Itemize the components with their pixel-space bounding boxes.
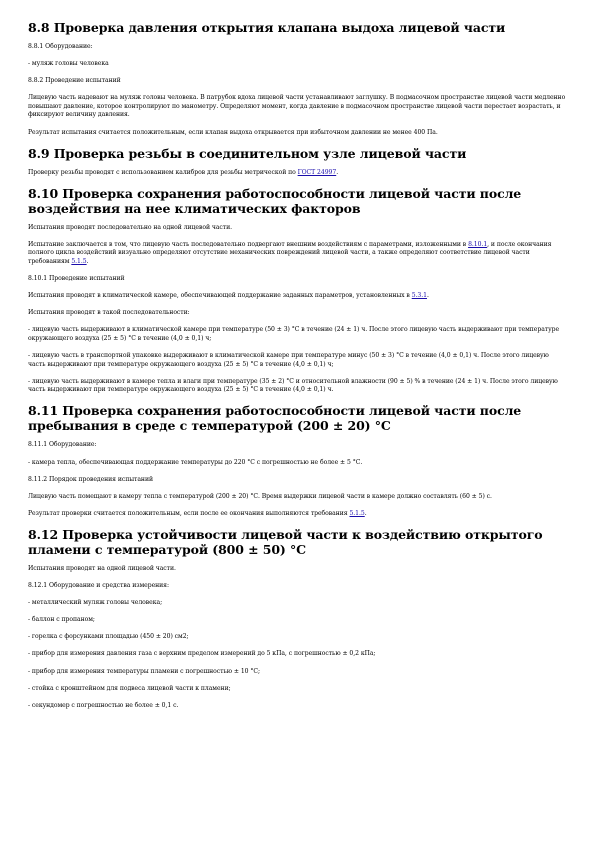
- text: , и после окончания полного цикла воздействий визуально определяют отсутствие механических повреждений лицевой части, а также определяют соответствие лицевой части требованиям: [28, 240, 552, 266]
- paragraph: - металлический муляж головы человека;: [28, 599, 163, 607]
- section-8-8-heading: 8.8 Проверка давления открытия клапана выдоха лицевой части: [28, 20, 506, 35]
- paragraph: 8.8.1 Оборудование:: [28, 43, 93, 50]
- paragraph: [28, 241, 567, 267]
- paragraph: Испытания проводят на одной лицевой части.: [28, 564, 176, 572]
- text: Испытания проводят в климатической камере, обеспечивающей поддержание заданных параметров, установленных в: [28, 292, 412, 300]
- paragraph: 8.11.2 Порядок проведения испытаний: [28, 475, 153, 483]
- link-5-3-1[interactable]: 5.3.1: [411, 292, 427, 300]
- paragraph: - лицевую часть в транспортной упаковке выдерживают в климатической камере при температуре минус (50 ± 3) °С в течение (4,0 ± 0,1) ч. После этого лицевую часть выдерживают при температуре окружающего воздуха (25 ± 5) °С в течение (4,0 ± 0,1) ч;: [28, 352, 549, 368]
- paragraph: [28, 292, 567, 301]
- text: .: [426, 292, 429, 300]
- link-8-10-1[interactable]: 8.10.1: [468, 240, 488, 248]
- paragraph: - лицевую часть выдерживают в камере тепла и влаги при температуре (35 ± 2) °С и относительной влажности (90 ± 5) % в течение (24 ± 1) ч. После этого лицевую часть выдерживают при температуре окружающего воздуха (25 ± 5) °С в течение (4,0 ± 0,1) ч.: [28, 377, 558, 394]
- paragraph: 8.8.2 Проведение испытаний: [28, 77, 121, 85]
- paragraph: Результат испытания считается положительным, если клапан выдоха открывается при избыточном давлении не менее 400 Па.: [28, 128, 438, 136]
- paragraph: Испытания проводят последовательно на одной лицевой части.: [28, 223, 233, 231]
- paragraph: - горелка с форсунками площадью (450 ± 20) см2;: [28, 633, 189, 641]
- paragraph: [28, 510, 567, 519]
- paragraph: - стойка с кронштейном для подвеса лицевой части к пламени;: [28, 684, 231, 692]
- text: Результат проверки считается положительным, если после ее окончания выполняются требования: [28, 509, 350, 517]
- section-8-12-heading: 8.12 Проверка устойчивости лицевой части к воздействию открытого пламени с температурой (800 ± 50) °С: [28, 526, 543, 557]
- link-5-1-5[interactable]: 5.1.5: [71, 258, 87, 266]
- link-gost-24997[interactable]: ГОСТ 24997: [297, 168, 337, 176]
- paragraph: 8.10.1 Проведение испытаний: [28, 275, 125, 283]
- paragraph: - секундомер с погрешностью не более ± 0,1 с.: [28, 701, 179, 709]
- text: .: [336, 168, 339, 176]
- link-5-1-5[interactable]: 5.1.5: [349, 509, 365, 517]
- section-8-11-heading: 8.11 Проверка сохранения работоспособности лицевой части после пребывания в среде с температурой (200 ± 20) °С: [28, 403, 522, 434]
- text: Испытание заключается в том, что лицевую часть последовательно подвергают внешним воздействиям с параметрами, изложенными в: [28, 240, 469, 248]
- paragraph: - прибор для измерения давления газа с верхним пределом измерений до 5 кПа, с погрешностью ± 0,2 кПа;: [28, 650, 376, 658]
- text: .: [86, 258, 89, 266]
- text: .: [364, 509, 367, 517]
- paragraph: - баллон с пропаном;: [28, 616, 95, 624]
- paragraph: - камера тепла, обеспечивающая поддержание температуры до 220 °С с погрешностью не более ± 5 °С.: [28, 458, 363, 466]
- paragraph: [28, 169, 567, 178]
- paragraph: Лицевую часть надевают на муляж головы человека. В патрубок вдоха лицевой части устанавливают заглушку. В подмасочном пространстве лицевой части медленно повышают давление, которое контролируют по манометру. Определяют момент, когда давление в подмасочном пространстве лицевой части перестает возрастать, и фиксируют величину давления.: [28, 94, 566, 119]
- section-8-10-heading: 8.10 Проверка сохранения работоспособности лицевой части после воздействия на нее климатических факторов: [28, 185, 522, 216]
- paragraph: - лицевую часть выдерживают в климатической камере при температуре (50 ± 3) °С в течение (24 ± 1) ч. После этого лицевую часть выдерживают при температуре окружающего воздуха (25 ± 5) °С в течение (4,0 ± 0,1) ч;: [28, 326, 560, 342]
- text: Проверку резьбы проводят с использованием калибров для резьбы метрической по: [28, 168, 298, 176]
- paragraph: Лицевую часть помещают в камеру тепла с температурой (200 ± 20) °С. Время выдержки лицевой части в камере должно составлять (60 ± 5) с.: [28, 492, 492, 500]
- paragraph: - муляж головы человека: [28, 60, 109, 68]
- section-8-9-heading: 8.9 Проверка резьбы в соединительном узле лицевой части: [28, 145, 467, 161]
- paragraph: Испытания проводят в такой последовательности:: [28, 309, 190, 317]
- paragraph: - прибор для измерения температуры пламени с погрешностью ± 10 °С;: [28, 667, 260, 675]
- paragraph: 8.12.1 Оборудование и средства измерения:: [28, 582, 169, 590]
- paragraph: 8.11.1 Оборудование:: [28, 441, 97, 449]
